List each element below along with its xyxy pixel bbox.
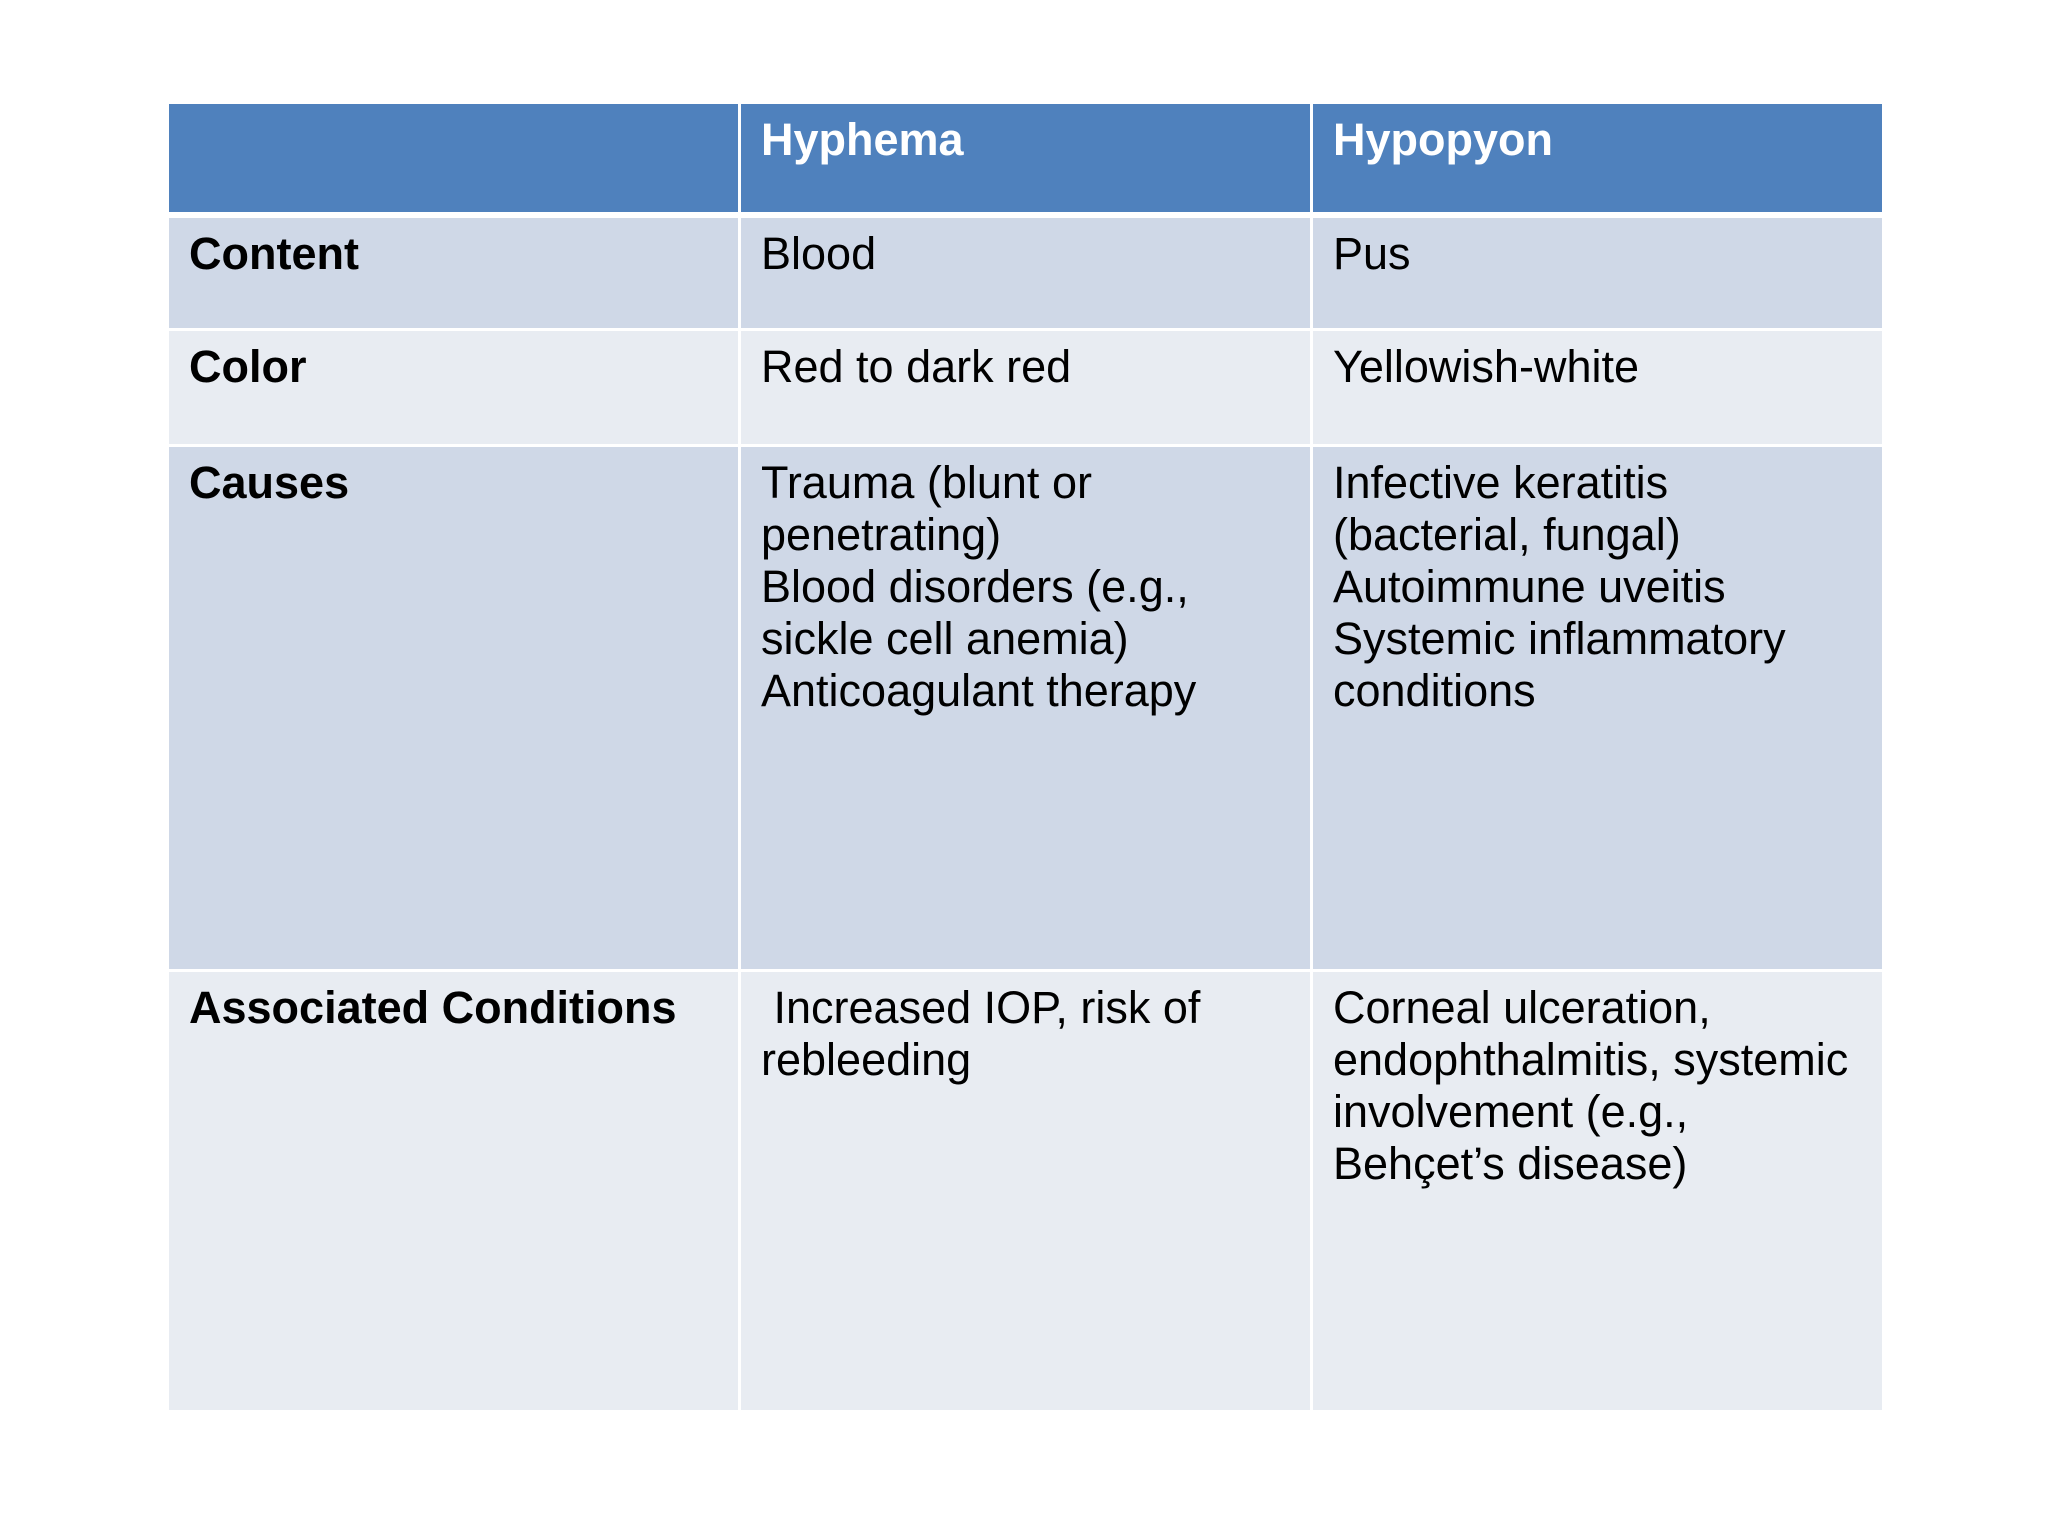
cell-hyphema-associated-conditions (740, 971, 1312, 1412)
comparison-table (166, 101, 1885, 1413)
table-row-content (168, 215, 1884, 330)
cell-line: Corneal ulceration, endophthalmitis, systemic involvement (e.g., Behçet’s disease) (1333, 982, 1861, 1189)
header-cell-hyphema: Hyphema (740, 103, 1312, 215)
header-row (168, 103, 1884, 215)
cell-line: Red to dark red (761, 341, 1072, 392)
row-label-color: Color (168, 330, 740, 446)
cell-line: Systemic inflammatory conditions (1333, 613, 1799, 716)
cell-line: Increased IOP, risk of rebleeding (761, 982, 1213, 1085)
row-label-content: Content (168, 215, 740, 330)
cell-hyphema-content (740, 215, 1312, 330)
cell-hypopyon-color (1312, 330, 1884, 446)
row-label-associated-conditions: Associated Conditions (168, 971, 740, 1412)
header-cell-empty (168, 103, 740, 215)
cell-hyphema-color (740, 330, 1312, 446)
cell-hypopyon-associated-conditions (1312, 971, 1884, 1412)
cell-line: Yellowish-white (1333, 341, 1639, 392)
cell-line: Trauma (blunt or penetrating) (761, 457, 1105, 560)
cell-hypopyon-causes (1312, 446, 1884, 971)
table-row-color (168, 330, 1884, 446)
table-row-causes (168, 446, 1884, 971)
row-label-causes: Causes (168, 446, 740, 971)
cell-line: Autoimmune uveitis (1333, 561, 1726, 612)
cell-line: Blood (761, 227, 877, 279)
cell-hyphema-causes (740, 446, 1312, 971)
cell-line: Anticoagulant therapy (761, 665, 1197, 716)
cell-line: Pus (1333, 227, 1411, 279)
cell-line: Blood disorders (e.g., sickle cell anemia) (761, 561, 1202, 664)
cell-hypopyon-content (1312, 215, 1884, 330)
header-cell-hypopyon: Hypopyon (1312, 103, 1884, 215)
cell-line: Infective keratitis (bacterial, fungal) (1333, 457, 1681, 560)
table-row-associated-conditions (168, 971, 1884, 1412)
